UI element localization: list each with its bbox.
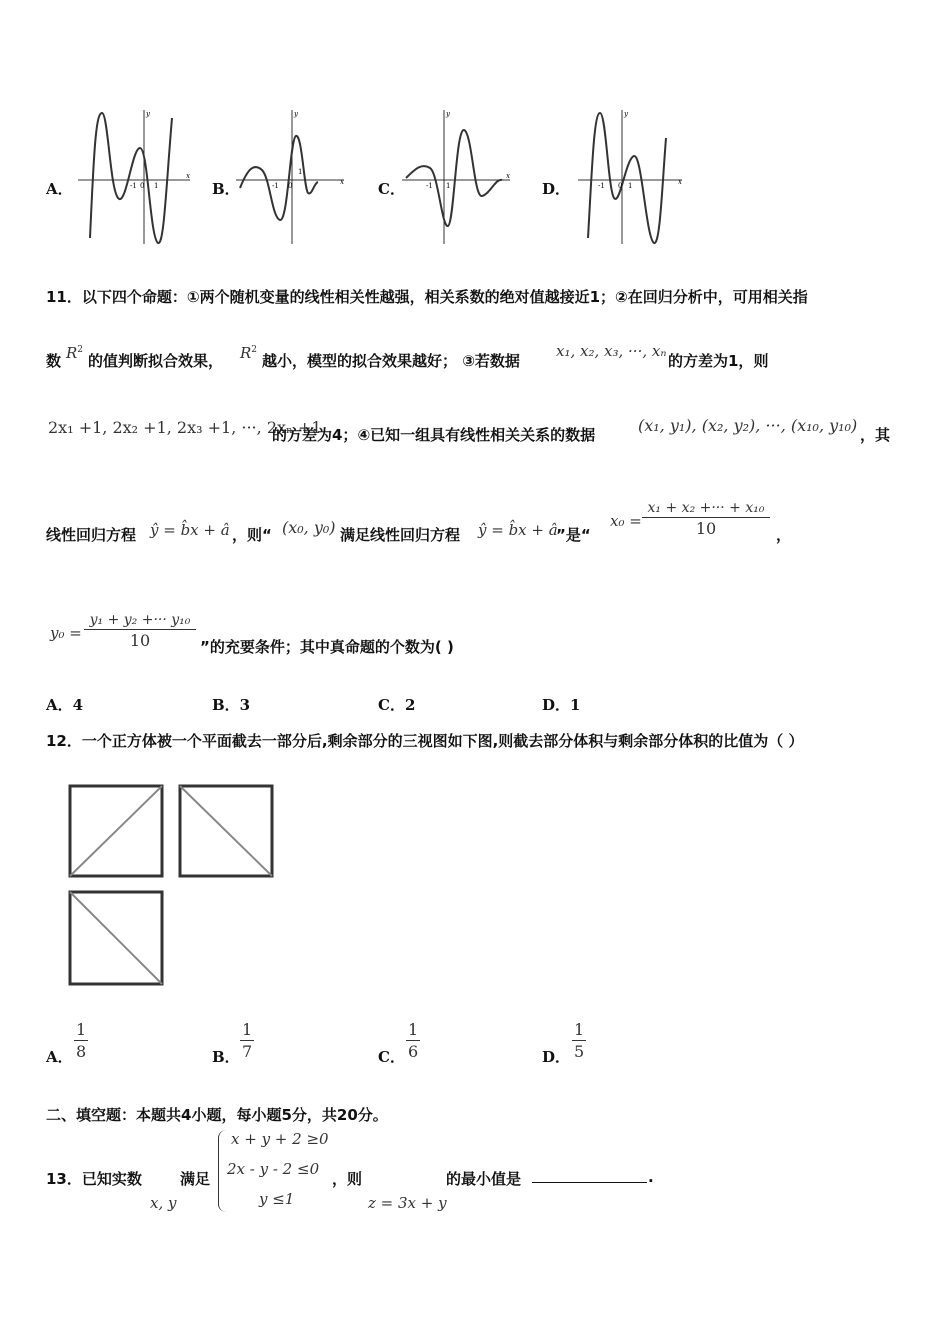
q11-line2-c: 越小，模型的拟合效果越好； ③若数据 [262,352,520,370]
q12-option-a-label: A． [46,1048,73,1066]
svg-text:0: 0 [288,182,293,190]
q11-point: (x₀, y₀) [282,518,336,537]
q11-line4-e: ， [776,526,792,544]
q11-x0-fraction: $\frac{\text{x₁ + x₂ +··· + x₁₀}}{10}$ [642,500,770,538]
q13-vars: x, y [150,1194,177,1212]
q13-answer-blank[interactable] [532,1168,647,1187]
q13-objective: z = 3x + y [368,1194,447,1212]
q12-option-d-fraction: $\frac{1}{5}$ [574,1020,585,1061]
q11-option-a: A．4 [46,696,84,714]
q11-line1: 11．以下四个命题：①两个随机变量的线性相关性越强，相关系数的绝对值越接近1；②在回归分析中，可用相关指 [46,288,808,306]
q11-pairs: (x₁, y₁), (x₂, y₂), ···, (x₁₀, y₁₀) [638,416,858,435]
q11-line4-a: 线性回归方程 [46,526,137,544]
q11-line3-a: 的方差为4；④已知一组具有线性相关关系的数据 [272,426,596,444]
q11-option-d: D．1 [542,696,581,714]
svg-text:1: 1 [628,182,633,190]
section-2-title: 二、填空题：本题共4小题，每小题5分，共20分。 [46,1106,388,1124]
svg-text:1: 1 [446,182,451,190]
svg-text:x: x [186,172,190,180]
q11-line4-b: ，则“ [232,526,272,544]
svg-text:-1: -1 [272,182,279,190]
q10-option-c-label: C． [378,180,405,198]
q11-line2-a: 数 [46,352,62,370]
q10-graph-b [236,108,356,248]
q12-option-b-fraction: $\frac{1}{7}$ [242,1020,253,1061]
r-squared-1: $R^2$ [66,344,84,362]
q11-reg-eq-2: ŷ = b̂x + â [478,521,558,539]
q12-option-c-fraction: $\frac{1}{6}$ [408,1020,419,1061]
q12-stem: 12．一个正方体被一个平面截去一部分后,剩余部分的三视图如下图,则截去部分体积与剩余部分体积的比值为（ ） [46,732,804,750]
svg-text:x: x [678,178,682,186]
svg-text:-1: -1 [598,182,605,190]
svg-text:y: y [446,110,450,118]
q13-constraint-system: x + y + 2 ≥0 2x - y - 2 ≤0 y ≤1 [218,1130,339,1212]
q11-line3-b: ，其 [860,426,891,444]
q10-option-b-label: B． [212,180,240,198]
tick-neg: -1 [130,182,137,190]
q11-line4-d: ”是“ [556,526,591,544]
q10-option-d-label: D． [542,180,571,198]
r-squared-2: $R^2$ [240,344,258,362]
svg-text:y: y [294,110,298,118]
svg-text:1: 1 [154,182,159,190]
side-view [178,784,274,878]
q12-option-d-label: D． [542,1048,571,1066]
svg-text:y: y [146,110,150,118]
svg-text:x: x [506,172,510,180]
q10-graph-c [402,108,522,248]
q12-option-b-label: B． [212,1048,240,1066]
front-view [68,784,164,878]
q11-reg-eq-1: ŷ = b̂x + â [150,521,230,539]
svg-text:0: 0 [618,182,623,190]
q11-y0-fraction: $\frac{\text{y₁ + y₂ +··· y₁₀}}{10}$ [84,612,196,650]
svg-text:y: y [624,110,628,118]
q10-graph-a [78,108,198,248]
q12-option-a-fraction: $\frac{1}{8}$ [76,1020,87,1061]
svg-text:x: x [340,178,344,186]
q12-option-c-label: C． [378,1048,405,1066]
q13-tail: 的最小值是 [446,1170,522,1188]
q11-option-c: C．2 [378,696,416,714]
top-view [68,890,164,986]
q11-line2-b: 的值判断拟合效果， [88,352,224,370]
q11-line5: ”的充要条件；其中真命题的个数为( ) [200,638,454,656]
q11-x0-lhs: x₀ = [610,512,642,530]
q11-y0-lhs: y₀ = [50,624,82,642]
q13-prefix: 13．已知实数 [46,1170,142,1188]
q10-option-a-label: A． [46,180,73,198]
q13-end: . [648,1168,654,1186]
q10-graph-d [578,108,698,248]
svg-text:1: 1 [298,168,303,176]
q11-seq2: 2x₁ +1, 2x₂ +1, 2x₃ +1, ···, 2xₙ +1 [48,418,322,437]
q11-option-b: B．3 [212,696,251,714]
svg-text:0: 0 [140,182,145,190]
svg-text:-1: -1 [426,182,433,190]
q11-data-seq: x₁, x₂, x₃, ···, xₙ [556,342,667,360]
q13-then: ，则 [332,1170,363,1188]
q13-satisfies: 满足 [180,1170,211,1188]
q11-line2-d: 的方差为1，则 [668,352,769,370]
q11-line4-c: 满足线性回归方程 [340,526,461,544]
